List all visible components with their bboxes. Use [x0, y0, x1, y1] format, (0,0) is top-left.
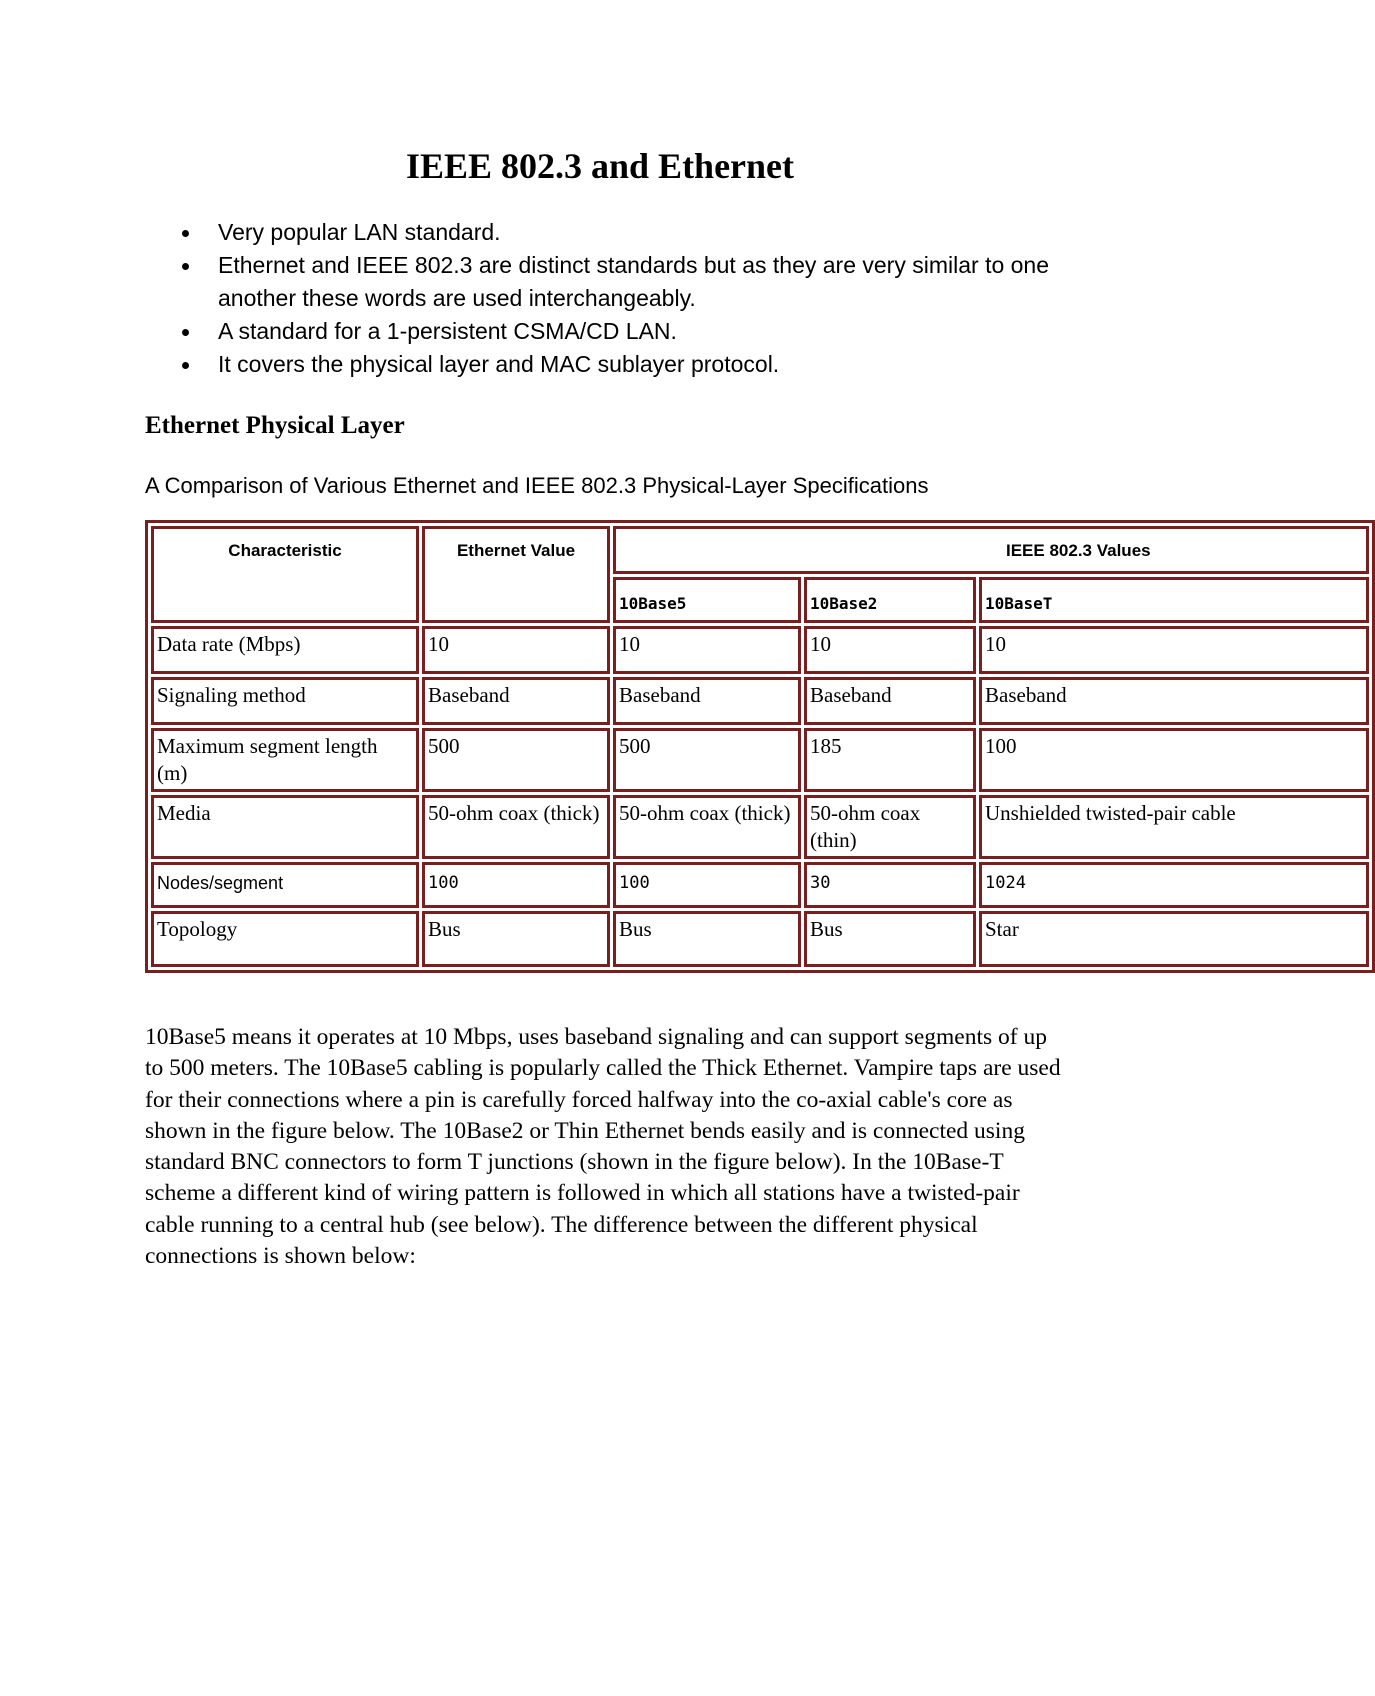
row-label: Signaling method — [151, 677, 419, 725]
row-label: Media — [151, 795, 419, 859]
row-label: Topology — [151, 911, 419, 967]
cell-ethernet: 500 — [422, 728, 610, 792]
section-heading: Ethernet Physical Layer — [145, 412, 405, 439]
cell-10baset: 100 — [979, 728, 1369, 792]
table-row — [151, 677, 1369, 725]
bullet-icon — [182, 329, 189, 336]
table-row — [151, 862, 1369, 908]
subheader-10base2: 10Base2 — [804, 577, 976, 623]
cell-10base5: Baseband — [613, 677, 801, 725]
cell-10base5: Bus — [613, 911, 801, 967]
bullet-list — [158, 216, 1058, 381]
cell-10baset: 10 — [979, 626, 1369, 674]
cell-ethernet: Bus — [422, 911, 610, 967]
bullet-icon — [182, 362, 189, 369]
cell-10baset: 1024 — [979, 862, 1369, 908]
cell-10base2: 50-ohm coax (thin) — [804, 795, 976, 859]
row-label: Nodes/segment — [151, 862, 419, 908]
cell-10baset: Baseband — [979, 677, 1369, 725]
cell-ethernet: 100 — [422, 862, 610, 908]
bullet-text: A standard for a 1-persistent CSMA/CD LAN. — [218, 318, 677, 344]
cell-10base2: 30 — [804, 862, 976, 908]
spec-table — [145, 520, 1375, 973]
page-title: IEEE 802.3 and Ethernet — [405, 146, 795, 186]
bullet-icon — [182, 263, 189, 270]
cell-10base5: 50-ohm coax (thick) — [613, 795, 801, 859]
cell-ethernet: Baseband — [422, 677, 610, 725]
list-item — [158, 348, 1058, 381]
bullet-text: It covers the physical layer and MAC sublayer protocol. — [218, 351, 780, 377]
table-caption: A Comparison of Various Ethernet and IEEE 802.3 Physical-Layer Specifications — [145, 473, 929, 498]
cell-ethernet: 10 — [422, 626, 610, 674]
cell-10baset: Star — [979, 911, 1369, 967]
table-row — [151, 795, 1369, 859]
subheader-10base5: 10Base5 — [613, 577, 801, 623]
cell-10base2: Baseband — [804, 677, 976, 725]
bullet-icon — [182, 230, 189, 237]
cell-10baset: Unshielded twisted-pair cable — [979, 795, 1369, 859]
cell-10base2: Bus — [804, 911, 976, 967]
list-item — [158, 216, 1058, 249]
cell-ethernet: 50-ohm coax (thick) — [422, 795, 610, 859]
bullet-text: Very popular LAN standard. — [218, 219, 501, 245]
body-paragraph: 10Base5 means it operates at 10 Mbps, uses baseband signaling and can support segments of up to 500 meters. The 10Base5 cabling is popularly called the Thick Ethernet. Vampire taps are used for their connections where a pin is carefully forced halfway into the co-axial cable's core as shown in the figure below. The 10Base2 or Thin Ethernet bends easily and is connected using standard BNC connectors to form T junctions (shown in the figure below). In the 10Base-T scheme a different kind of wiring pattern is followed in which all stations have a twisted-pair cable running to a central hub (see below). The difference between the different physical connections is shown below: — [145, 1024, 1061, 1270]
header-characteristic: Characteristic — [151, 526, 419, 623]
row-label: Maximum segment length (m) — [151, 728, 419, 792]
header-ethernet-value: Ethernet Value — [422, 526, 610, 623]
table-row — [151, 626, 1369, 674]
cell-10base5: 500 — [613, 728, 801, 792]
subheader-10baset: 10BaseT — [979, 577, 1369, 623]
table-container — [145, 520, 1236, 994]
table-header-row — [151, 526, 1369, 574]
cell-10base2: 185 — [804, 728, 976, 792]
bullet-text: Ethernet and IEEE 802.3 are distinct standards but as they are very similar to one another these words are used interchangeably. — [218, 252, 1050, 311]
cell-10base5: 100 — [613, 862, 801, 908]
list-item — [158, 315, 1058, 348]
list-item — [158, 249, 1058, 315]
table-row — [151, 728, 1369, 792]
table-row — [151, 911, 1369, 967]
header-ieee-values: IEEE 802.3 Values — [613, 526, 1369, 574]
cell-10base5: 10 — [613, 626, 801, 674]
cell-10base2: 10 — [804, 626, 976, 674]
row-label: Data rate (Mbps) — [151, 626, 419, 674]
